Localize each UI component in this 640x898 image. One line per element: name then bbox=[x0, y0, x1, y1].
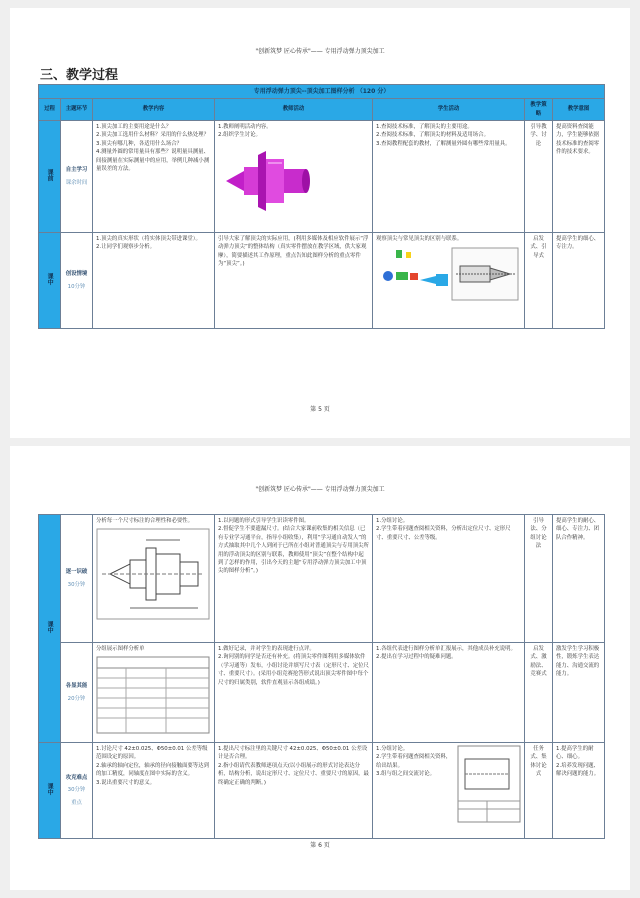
topic-label: 逐一识破 bbox=[65, 569, 88, 576]
table-bar-title: 专用浮动弹力顶尖--顶尖加工图样分析 （120 分） bbox=[39, 85, 605, 99]
col-header: 教师活动 bbox=[215, 99, 373, 121]
topic-label: 自主学习 bbox=[65, 167, 88, 174]
time-label: 20分钟 bbox=[67, 695, 86, 702]
assembly-exploded-image bbox=[376, 246, 522, 302]
table-row bbox=[39, 643, 605, 743]
content-cell: 1.讨论尺寸 42±0.025、Φ50±0.01 公差等级范围设定的原因。 2.轴承的轴向定位，轴承的径向接触面要等达到的加工精度，同轴度在图中实际的含义。 3.说出重要尺寸的意义。 bbox=[93, 743, 215, 839]
teacher-cell: 1.以问题的形式引导学生识读零件图。 2.督促学生不要遗漏尺寸。(结合大家课前收集的相关信息（已有专业学习通平台，指导小组收集），利用“学习通自动发人”的方式抽取其中几个人到闭于已所在小组对普通顶尖与专用顶尖所用的浮动顶尖的区别与联系，教师使用“顶尖”在整个结构中起到了怎样的作用，引出今天的主题“专用浮动弹力顶尖加工中顶尖的图样分析”。) bbox=[215, 515, 373, 643]
col-header: 教学意图 bbox=[553, 99, 605, 121]
topic-cell bbox=[61, 121, 93, 233]
page-5 bbox=[10, 8, 630, 438]
table-row bbox=[39, 121, 605, 233]
content-text: 分析每一个尺寸标注的合理性和必要性。 bbox=[96, 518, 194, 524]
intent-cell: 提高资料查阅能力，学生能够依据技术标准的查阅零件的技术要求。 bbox=[553, 121, 605, 233]
teacher-cell bbox=[215, 121, 373, 233]
content-cell: 1.顶尖加工的主要用途是什么？ 2.顶尖加工选用什么材料？采用的什么热处理？ 3.顶尖有哪几种，各适用什么场合？ 4.测量外圆的常用量具有那些？说明量具测量、间接测量在实际测量中的应用，举例几种减小测量误差的方法。 bbox=[93, 121, 215, 233]
strategy-cell: 启发式、激励法、竞赛式 bbox=[525, 643, 553, 743]
intent-cell: 激发学生学习积极性，锻炼学生表达能力、沟通交流的能力。 bbox=[553, 643, 605, 743]
assembly-drawing-image bbox=[457, 745, 521, 823]
student-text: 观察顶尖与常见顶尖的区别与联系。 bbox=[376, 236, 463, 243]
col-header: 教学内容 bbox=[93, 99, 215, 121]
section-title: 三、教学过程 bbox=[40, 68, 119, 83]
centre-drawing bbox=[96, 528, 211, 623]
stage-cell bbox=[39, 515, 61, 743]
table-row bbox=[39, 233, 605, 329]
teacher-cell: 1.做好记录，并对学生的表现进行点评。 2.询问别的同学是否还有补充。(将顶尖零件图利用多媒体软件（学习通等）发布，小组讨论并填写尺寸表（定形尺寸、定位尺寸、重要尺寸）。(采用小组竞赛抢答形式说出顶尖零件图中每个尺寸的归属类别，软件直观显示各组成绩。) bbox=[215, 643, 373, 743]
student-text: 1.分组讨论。 2.学生带着问题查阅相关资料，给出结果。 3.组与组之间交流讨论。 bbox=[376, 746, 452, 778]
strategy-cell: 任务式、集体讨论式 bbox=[525, 743, 553, 839]
intent-cell: 1.提高学生的耐心、细心。 2.培养发现问题、解决问题的能力。 bbox=[553, 743, 605, 839]
teacher-text: 1.教师阐明活动内容。 2.组织学生讨论。 bbox=[218, 124, 272, 139]
focus-label: 重点 bbox=[71, 799, 82, 806]
time-label: 10分钟 bbox=[67, 283, 86, 290]
student-cell bbox=[373, 743, 525, 839]
stage-cell bbox=[39, 121, 61, 233]
topic-label: 创设情境 bbox=[65, 271, 88, 278]
page-footer: 第 5 页 bbox=[310, 406, 330, 413]
col-header: 教学策略 bbox=[525, 99, 553, 121]
student-cell: 1.各组代表进行图样分析单汇报展示，其他成员补充说明。 2.提出在学习过程中的疑难问题。 bbox=[373, 643, 525, 743]
content-cell bbox=[93, 515, 215, 643]
stage-label: 课前 bbox=[46, 168, 54, 181]
strategy-cell: 引导法、分组讨论法 bbox=[525, 515, 553, 643]
page-6 bbox=[10, 446, 630, 890]
stage-label: 课中 bbox=[46, 620, 54, 633]
col-header: 主题环节 bbox=[61, 99, 93, 121]
stage-label: 课中 bbox=[46, 782, 54, 795]
teacher-cell: 引导大家了解顶尖的实际应用，(利用多媒体及相应软件展示“浮动弹力顶尖”的整体结构（真实零件摆放在教学区域，供大家观摩），简要描述其工作原理，重点告知此图样分析的重点零件为“顶尖”。) bbox=[215, 233, 373, 329]
page-header: "创新筑梦 匠心传承"—— 专用浮动弹力顶尖加工 bbox=[255, 486, 385, 493]
topic-label: 攻克难点 bbox=[65, 774, 88, 781]
analysis-sheet bbox=[96, 656, 211, 737]
topic-label: 各显其能 bbox=[65, 683, 88, 690]
table-row bbox=[39, 743, 605, 839]
student-cell: 1.分组讨论。 2.学生带着问题查阅相关资料，分析出定位尺寸、定形尺寸、重要尺寸、公差等级。 bbox=[373, 515, 525, 643]
col-header: 学生活动 bbox=[373, 99, 525, 121]
stage-cell bbox=[39, 233, 61, 329]
content-text: 分组展示图样分析单 bbox=[96, 646, 145, 652]
lesson-table-2 bbox=[38, 514, 605, 839]
table-row bbox=[39, 515, 605, 643]
col-header: 过程 bbox=[39, 99, 61, 121]
student-cell bbox=[373, 233, 525, 329]
topic-cell bbox=[61, 643, 93, 743]
centre-3d-image bbox=[218, 143, 314, 217]
teacher-cell: 1.提出尺寸标注里的关键尺寸 42±0.025、Φ50±0.01 公差设计是否合理。 2.指小组请代表教师逐项点天(以小组展示的形式讨论表达分析，结构分析，说出定形尺寸、定位尺寸、重要尺寸的原因，最终确定正确的判断。) bbox=[215, 743, 373, 839]
time-label: 课余时间 bbox=[65, 179, 88, 186]
stage-label: 课中 bbox=[46, 272, 54, 285]
strategy-cell: 引导教学、讨论 bbox=[525, 121, 553, 233]
intent-cell: 提高学生的细心、专注力。 bbox=[553, 233, 605, 329]
page-footer: 第 6 页 bbox=[310, 842, 330, 849]
topic-cell bbox=[61, 743, 93, 839]
content-cell: 1.顶尖的真实形状（将实体顶尖带进课堂）。 2.让同学们观察步分析。 bbox=[93, 233, 215, 329]
time-label: 30分钟 bbox=[67, 581, 86, 588]
student-cell: 1.查阅技术标准，了解顶尖的主要用途。 2.查阅技术标准，了解顶尖的材料及适用场合。 3.查阅教程配套的教材，了解测量外圆有哪些常用量具。 bbox=[373, 121, 525, 233]
topic-cell bbox=[61, 233, 93, 329]
time-label: 30分钟 bbox=[67, 787, 86, 794]
engineering-drawing-image bbox=[96, 528, 210, 620]
intent-cell: 提高学生的耐心、细心、专注力、团队合作精神。 bbox=[553, 515, 605, 643]
assembly-images bbox=[376, 246, 521, 305]
analysis-form-image bbox=[96, 656, 210, 734]
lesson-table-1 bbox=[38, 84, 605, 329]
magenta-centre-render bbox=[218, 143, 369, 220]
stage-cell bbox=[39, 743, 61, 839]
strategy-cell: 启发式、引导式 bbox=[525, 233, 553, 329]
topic-cell bbox=[61, 515, 93, 643]
page-header: "创新筑梦 匠心传承"—— 专用浮动弹力顶尖加工 bbox=[255, 48, 385, 55]
content-cell bbox=[93, 643, 215, 743]
